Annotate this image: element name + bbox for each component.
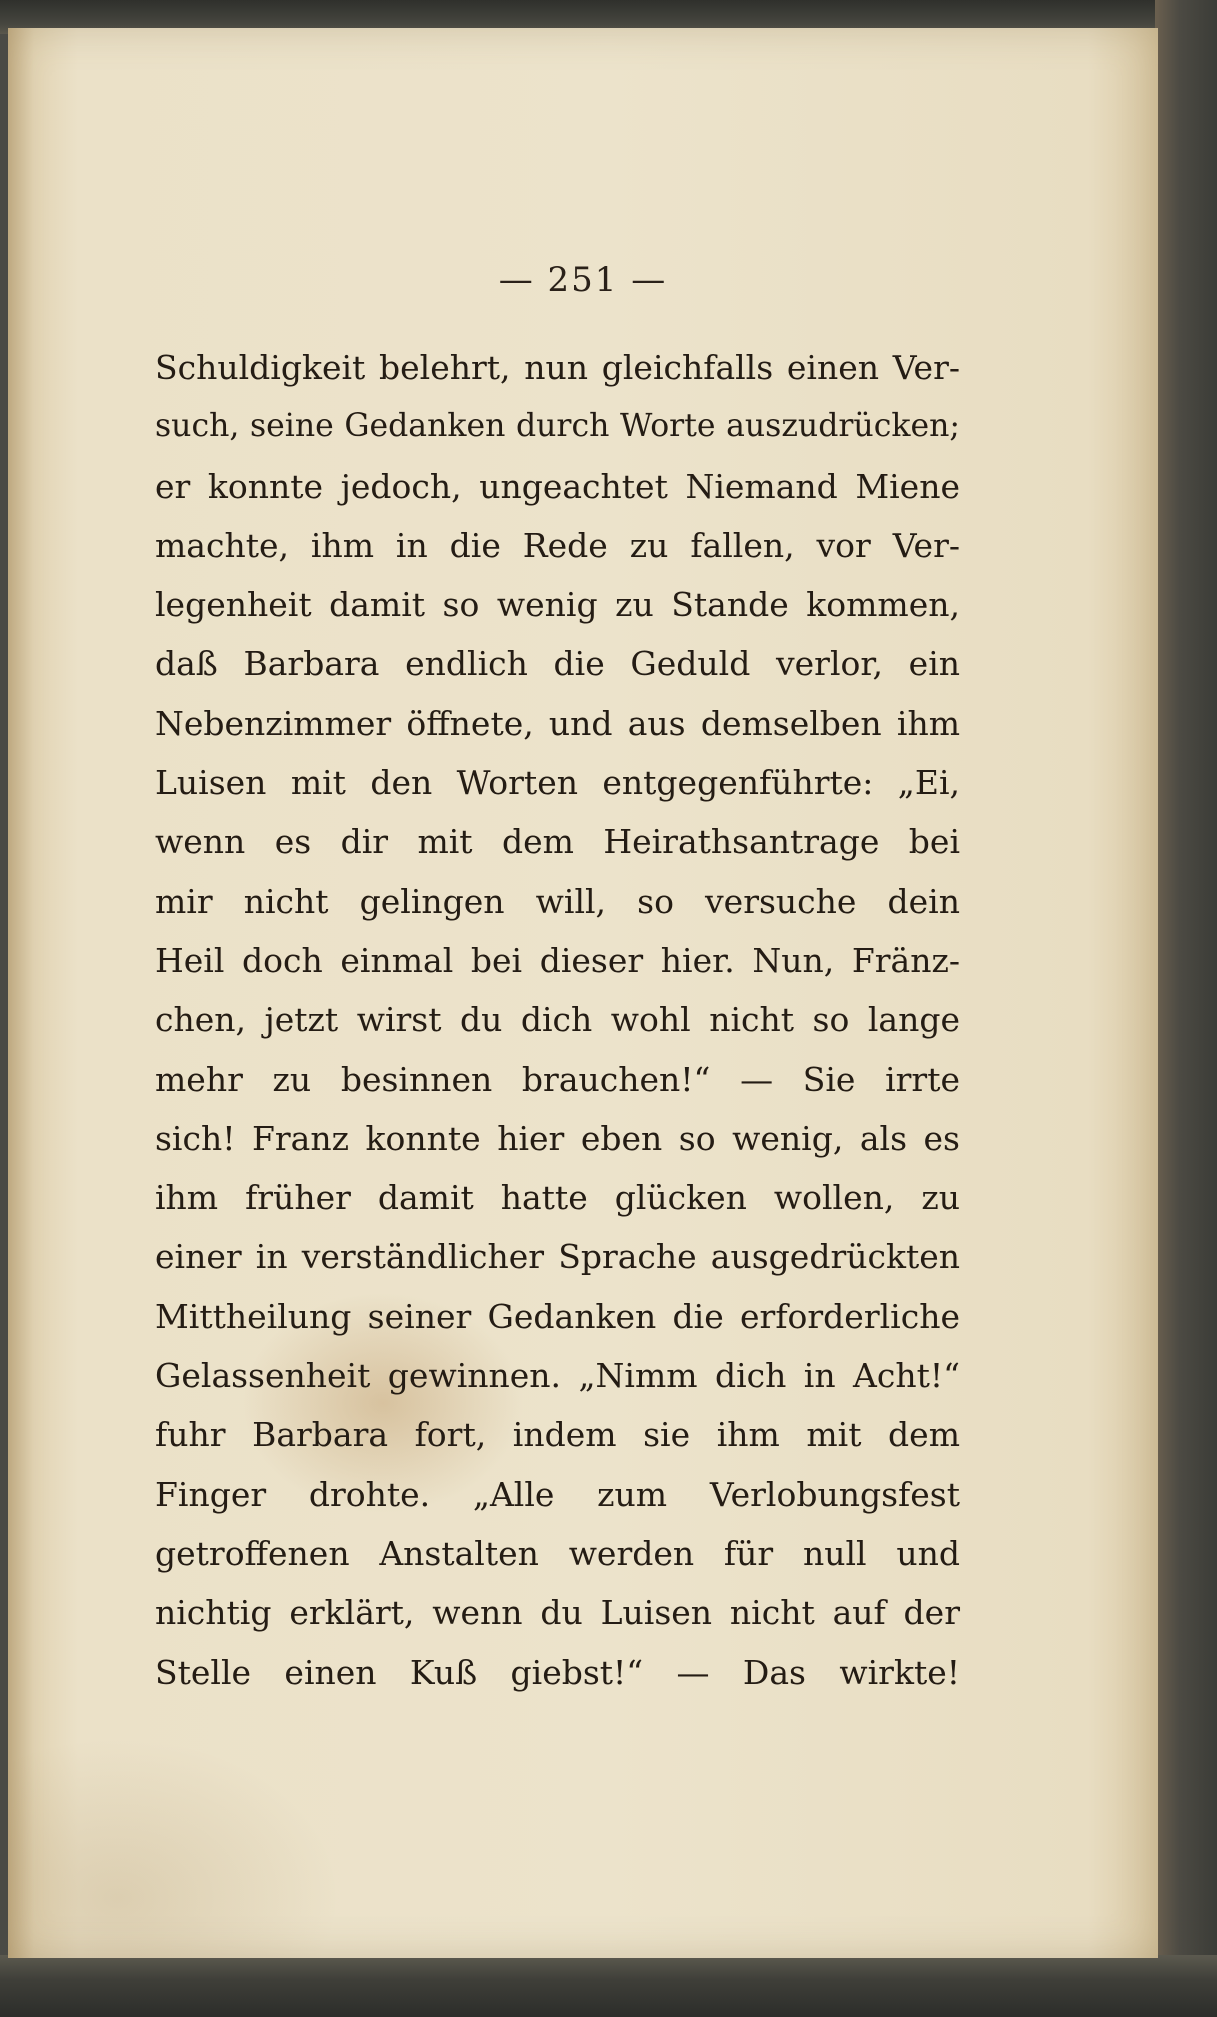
paper-page xyxy=(8,28,1158,1958)
text-line: Heil doch einmal bei dieser hier. Nun, Fränz- xyxy=(155,940,960,980)
text-line: machte, ihm in die Rede zu fallen, vor Ver- xyxy=(155,525,960,565)
text-line: fuhr Barbara fort, indem sie ihm mit dem xyxy=(155,1415,960,1455)
text-line: mehr zu besinnen brauchen!“ — Sie irrte xyxy=(155,1059,960,1099)
text-line: chen, jetzt wirst du dich wohl nicht so lange xyxy=(155,1000,960,1040)
text-line: Schuldigkeit belehrt, nun gleichfalls einen Ver- xyxy=(155,348,960,387)
text-line: er konnte jedoch, ungeachtet Niemand Miene xyxy=(155,466,960,506)
text-line: mir nicht gelingen will, so versuche dein xyxy=(155,881,960,921)
text-line: Mittheilung seiner Gedanken die erforderliche xyxy=(155,1296,960,1336)
body-text xyxy=(155,338,960,1702)
text-line: Finger drohte. „Alle zum Verlobungsfest xyxy=(155,1474,960,1514)
text-line: daß Barbara endlich die Geduld verlor, ein xyxy=(155,644,960,684)
book-cover-edge-bottom xyxy=(0,1955,1217,2017)
page-number: — 251 — xyxy=(498,260,668,300)
text-line: getroffenen Anstalten werden für null und xyxy=(155,1533,960,1573)
text-line: einer in verständlicher Sprache ausgedrückten xyxy=(155,1237,960,1277)
text-line: Luisen mit den Worten entgegenführte: „Ei, xyxy=(155,763,960,803)
text-line: ihm früher damit hatte glücken wollen, zu xyxy=(155,1178,960,1218)
text-line: sich! Franz konnte hier eben so wenig, als es xyxy=(155,1118,960,1158)
text-line: Gelassenheit gewinnen. „Nimm dich in Acht!“ xyxy=(155,1356,960,1396)
text-line: such, seine Gedanken durch Worte auszudrücken; xyxy=(155,408,960,445)
text-line: legenheit damit so wenig zu Stande kommen, xyxy=(155,585,960,625)
text-line: nichtig erklärt, wenn du Luisen nicht auf der xyxy=(155,1593,960,1633)
text-line: Stelle einen Kuß giebst!“ — Das wirkte! xyxy=(155,1652,960,1692)
text-line: wenn es dir mit dem Heirathsantrage bei xyxy=(155,822,960,862)
text-line: Nebenzimmer öffnete, und aus demselben ihm xyxy=(155,703,960,743)
book-cover-edge-right xyxy=(1155,0,1217,2017)
